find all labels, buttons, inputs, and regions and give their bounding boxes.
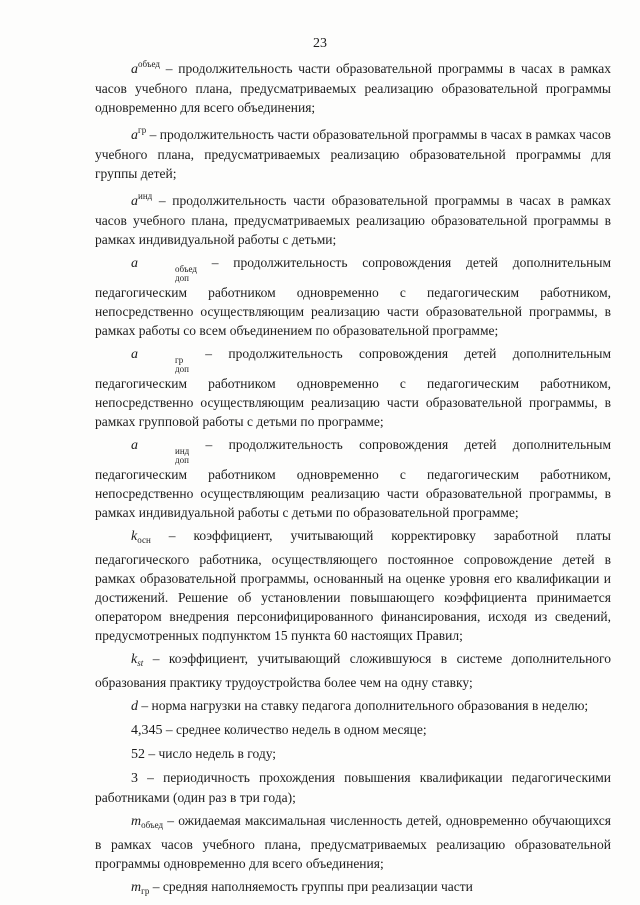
formula-symbol: a гр доп xyxy=(131,347,189,374)
formula-symbol: 4,345 xyxy=(131,723,163,738)
definition-a-gr-dop xyxy=(95,344,611,431)
formula-symbol: $k_{осн}$ xyxy=(131,529,151,545)
definition-d xyxy=(95,696,611,716)
definition-text: – продолжительность части образовательной программы в часах в рамках часов учебного плана, предусматриваемых реализацию образовательной программы в рамках индивидуальной работы с детьми; xyxy=(95,193,611,247)
formula-symbol: $m_{объед}$ xyxy=(131,814,164,830)
definition-text: – продолжительность сопровождения детей дополнительным педагогическим работником одновременно с педагогическим работником, непосредственно осуществляющим реализацию части образовательной программы, в рамках работы со всем объединением по образовательной программе; xyxy=(95,255,612,338)
definition-text: – число недель в году; xyxy=(148,746,277,761)
definition-weeks-per-month xyxy=(95,720,611,740)
formula-symbol: a объед доп xyxy=(131,256,197,283)
definition-a-obyed xyxy=(95,55,611,117)
page-number: 23 xyxy=(313,36,327,51)
definition-k-st xyxy=(95,649,611,692)
definition-m-obyed xyxy=(95,811,611,873)
definition-text: – ожидаемая максимальная численность детей, одновременно обучающихся в рамках часов учебного плана, предусматриваемых реализацию образовательной программы одновременно для всего объединения; xyxy=(95,813,611,871)
definition-text: – продолжительность сопровождения детей дополнительным педагогическим работником одновременно с педагогическим работником, непосредственно осуществляющим реализацию части образовательной программы, в рамках групповой работы с детьми по программе; xyxy=(95,346,612,429)
definition-periodicity xyxy=(95,768,611,807)
definition-a-obyed-dop xyxy=(95,253,611,340)
definition-text: – продолжительность сопровождения детей дополнительным педагогическим работником одновременно с педагогическим работником, непосредственно осуществляющим реализацию части образовательной программы, в рамках индивидуальной работы с детьми по образовательной программе; xyxy=(95,437,612,520)
definition-text: – коэффициент, учитывающий корректировку заработной платы педагогического работника, осуществляющего постоянное сопровождение детей в рамках образовательной программы, основанный на оценке уровня его квалификации и достижений. Решение об установлении повышающего коэффициента принимается оператором внедрения персонифицированного финансирования, исходя из сведений, предусмотренных подпунктом 15 пункта 60 настоящих Правил; xyxy=(95,528,612,643)
definition-text: – среднее количество недель в одном месяце; xyxy=(165,722,427,737)
formula-symbol: 3 xyxy=(131,771,138,786)
definition-a-ind xyxy=(95,187,611,249)
definition-k-osn xyxy=(95,526,611,645)
formula-symbol: 52 xyxy=(131,747,145,762)
definition-a-ind-dop xyxy=(95,435,611,522)
definition-m-gr xyxy=(95,877,611,901)
formula-symbol: a инд доп xyxy=(131,438,190,465)
definition-text: – коэффициент, учитывающий сложившуюся в системе дополнительного образования практику трудоустройства более чем на одну ставку; xyxy=(95,651,611,690)
formula-symbol: d xyxy=(131,699,138,714)
formula-symbol: $a^{объед}$ xyxy=(131,59,160,77)
definition-text: – средняя наполняемость группы при реализации части xyxy=(152,879,473,894)
formula-symbol: $k_{st}$ xyxy=(131,652,144,668)
formula-symbol: $a^{гр}$ xyxy=(131,125,147,143)
definition-a-gr xyxy=(95,121,611,183)
definition-weeks-per-year xyxy=(95,744,611,764)
definition-text: – норма нагрузки на ставку педагога дополнительного образования в неделю; xyxy=(141,698,589,713)
definitions-list xyxy=(95,55,611,905)
definition-text: – продолжительность части образовательной программы в часах в рамках часов учебного плана, предусматриваемых реализацию образовательной программы одновременно для всего объединения; xyxy=(95,61,612,115)
formula-symbol: $m_{гр}$ xyxy=(131,880,150,896)
formula-symbol: $a^{инд}$ xyxy=(131,191,153,209)
definition-text: – продолжительность части образовательной программы в часах в рамках часов учебного плана, предусматриваемых реализацию образовательной программы для группы детей; xyxy=(95,127,611,181)
definition-text: – периодичность прохождения повышения квалификации педагогическими работниками (один раз в три года); xyxy=(95,770,611,805)
